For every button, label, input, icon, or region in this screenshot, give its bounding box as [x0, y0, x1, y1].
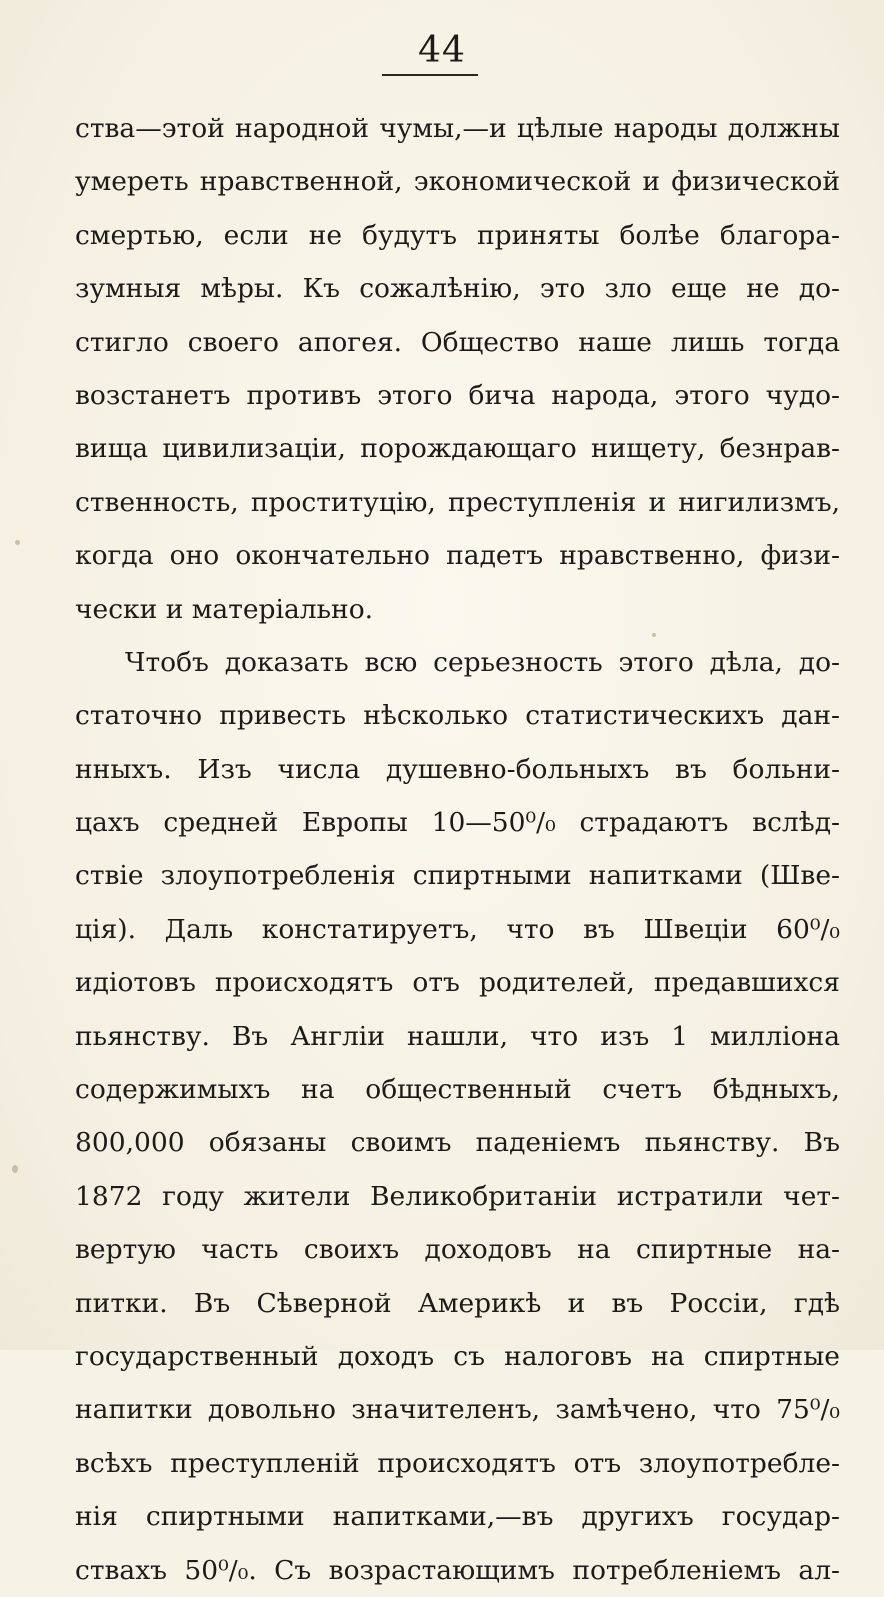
- text-line: ствіе злоупотребленія спиртными напитками (Шве-: [75, 860, 840, 892]
- text-line: ція). Даль констатируетъ, что въ Швеціи 60⁰/₀: [75, 913, 840, 945]
- paper-speck: [12, 1165, 18, 1173]
- text-line: содержимыхъ на общественный счетъ бѣдныхъ,: [75, 1074, 840, 1106]
- text-line: вища цивилизаціи, порождающаго нищету, безнрав-: [75, 433, 840, 465]
- paper-speck: [652, 633, 656, 637]
- paper-speck: [15, 540, 20, 545]
- text-line: напитки довольно значителенъ, замѣчено, что 75⁰/₀: [75, 1394, 840, 1426]
- text-line: питки. Въ Сѣверной Америкѣ и въ Россіи, гдѣ: [75, 1287, 840, 1319]
- text-line: статочно привесть нѣсколько статистическихъ дан-: [75, 700, 840, 732]
- body-text: [75, 102, 840, 1597]
- text-line: цахъ средней Европы 10—50⁰/₀ страдаютъ вслѣд-: [75, 807, 840, 839]
- text-line: 800,000 обязаны своимъ паденіемъ пьянству. Въ: [75, 1127, 840, 1159]
- text-line: пьянству. Въ Англіи нашли, что изъ 1 милліона: [75, 1020, 840, 1052]
- text-line: государственный доходъ съ налоговъ на спиртные: [75, 1340, 840, 1372]
- text-line: нія спиртными напитками,—въ другихъ государ-: [75, 1501, 840, 1533]
- page-number-rule: [382, 74, 478, 76]
- text-line: идіотовъ происходятъ отъ родителей, предавшихся: [75, 967, 840, 999]
- text-line: когда оно окончательно падетъ нравственно, физи-: [75, 540, 840, 572]
- text-line: Чтобъ доказать всю серьезность этого дѣла, до-: [125, 646, 840, 678]
- text-line: зумныя мѣры. Къ сожалѣнію, это зло еще не до-: [75, 273, 840, 305]
- text-line: ства—этой народной чумы,—и цѣлые народы должны: [75, 113, 840, 144]
- text-line: нныхъ. Изъ числа душевно-больныхъ въ больни-: [75, 753, 840, 785]
- text-line: смертью, если не будутъ приняты болѣе благора-: [75, 219, 840, 251]
- text-line: чески и матеріально.: [75, 593, 374, 625]
- text-line: 1872 году жители Великобританіи истратили чет-: [75, 1180, 840, 1212]
- text-line: умереть нравственной, экономической и физической: [75, 166, 840, 198]
- text-line: стигло своего апогея. Общество наше лишь тогда: [75, 326, 840, 358]
- text-line: ственность, проституцію, преступленія и нигилизмъ,: [75, 486, 840, 518]
- text-line: ствахъ 50⁰/₀. Съ возрастающимъ потребленіемъ ал-: [75, 1554, 840, 1586]
- text-line: всѣхъ преступленій происходятъ отъ злоупотребле-: [75, 1447, 840, 1479]
- text-line: вертую часть своихъ доходовъ на спиртные на-: [75, 1234, 840, 1266]
- text-line: возстанетъ противъ этого бича народа, этого чудо-: [75, 379, 840, 411]
- page-number: 44: [418, 30, 466, 71]
